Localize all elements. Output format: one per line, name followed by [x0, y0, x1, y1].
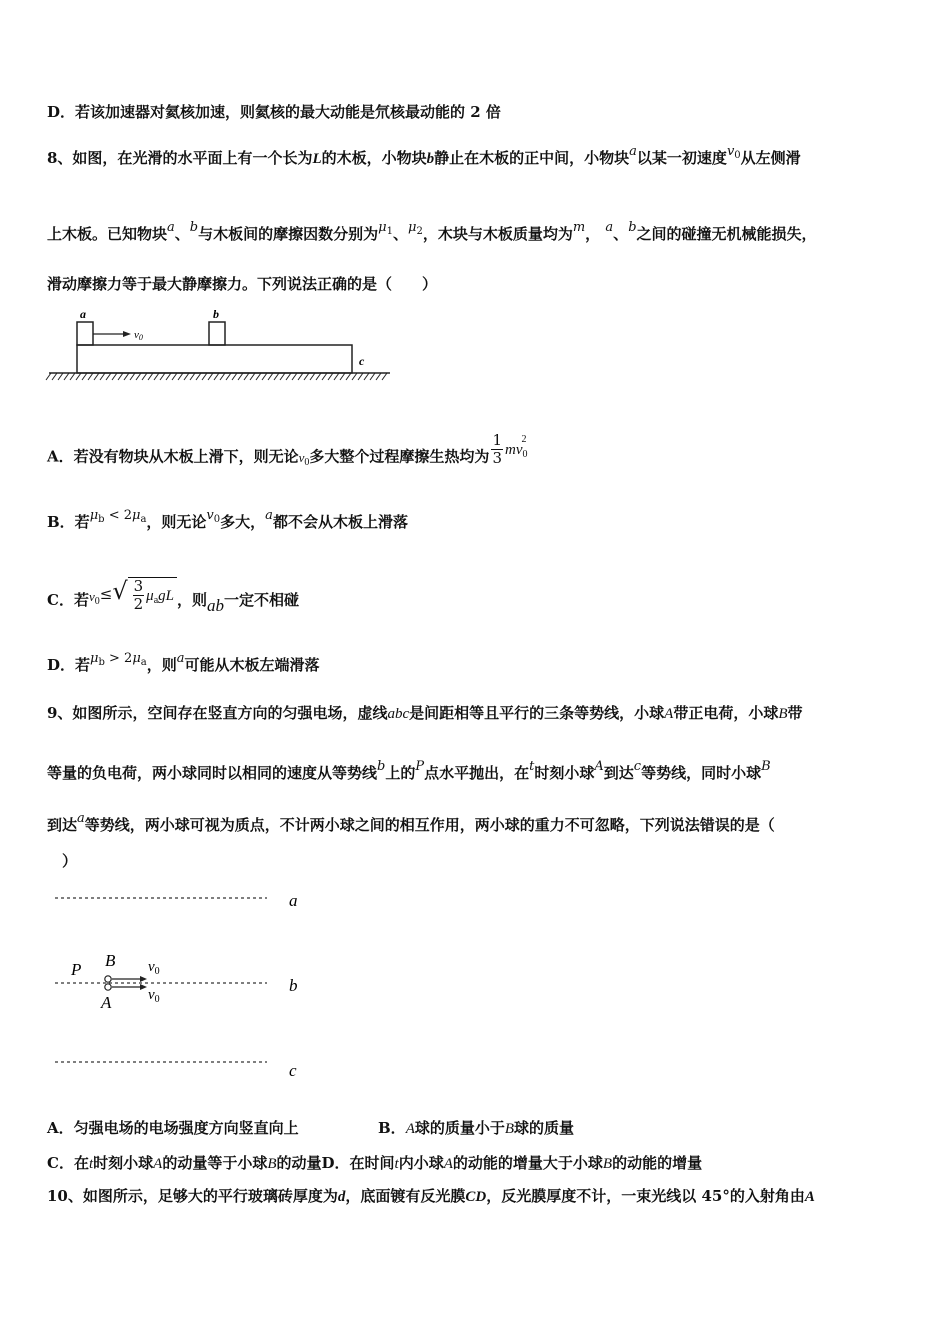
hatch-mark	[352, 373, 357, 380]
hatch-mark	[124, 373, 129, 380]
hatch-mark	[214, 373, 219, 380]
hatch-mark	[298, 373, 303, 380]
q8-stem-line1: 8、如图，在光滑的水平面上有一个长为L的木板，小物块b静止在木板的正中间，小物块a以某一初速度$v_0$从左侧滑	[47, 144, 801, 167]
q8-option-b: B．若$\mu_b < 2\mu_a$，则无论$v_0$多大，a都不会从木板上滑落	[47, 508, 408, 531]
hatch-mark	[328, 373, 333, 380]
q8-label-v0: v0	[134, 329, 143, 342]
hatch-mark	[106, 373, 111, 380]
hatch-mark	[286, 373, 291, 380]
hatch-mark	[70, 373, 75, 380]
q9-label-A: A	[101, 993, 112, 1012]
q9-label-a: a	[289, 891, 298, 910]
hatch-mark	[340, 373, 345, 380]
hatch-mark	[304, 373, 309, 380]
hatch-mark	[316, 373, 321, 380]
hatch-mark	[64, 373, 69, 380]
q9-figure	[45, 880, 325, 1090]
q9-stem-line1: 9、如图所示，空间存在竖直方向的匀强电场，虚线abc是间距相等且平行的三条等势线，小球A带正电荷，小球B带	[47, 704, 803, 722]
hatch-mark	[220, 373, 225, 380]
q8-stem-line3: 滑动摩擦力等于最大静摩擦力。下列说法正确的是（ ）	[47, 275, 438, 293]
hatch-mark	[58, 373, 63, 380]
hatch-mark	[322, 373, 327, 380]
hatch-mark	[226, 373, 231, 380]
hatch-mark	[52, 373, 57, 380]
q8-board	[77, 345, 352, 373]
hatch-mark	[142, 373, 147, 380]
hatch-mark	[82, 373, 87, 380]
q9-option-a: A．匀强电场的电场强度方向竖直向上	[47, 1119, 299, 1137]
hatch-mark	[382, 373, 387, 380]
q9-stem-line3: 到达a等势线，两小球可视为质点，不计两小球之间的相互作用，两小球的重力不可忽略，下列说法错误的是（	[47, 811, 775, 834]
q9-option-b: B．A球的质量小于B球的质量	[378, 1119, 575, 1137]
hatch-mark	[88, 373, 93, 380]
q8-block-b	[209, 322, 225, 345]
hatch-mark	[376, 373, 381, 380]
q8-label-c: c	[359, 354, 365, 368]
hatch-mark	[46, 373, 51, 380]
q9-stem-line4: ）	[62, 852, 78, 870]
hatch-mark	[136, 373, 141, 380]
q8-ground-hatch	[46, 373, 387, 380]
q8-label-b: b	[213, 307, 219, 321]
hatch-mark	[238, 373, 243, 380]
hatch-mark	[268, 373, 273, 380]
q10-stem-line1: 10、如图所示，足够大的平行玻璃砖厚度为d，底面镀有反光膜CD，反光膜厚度不计，一束光线以 45°的入射角由A	[47, 1187, 815, 1205]
q9-ball-b	[105, 976, 111, 982]
hatch-mark	[292, 373, 297, 380]
hatch-mark	[310, 373, 315, 380]
q8-option-c: C．若$v_0\le√$ $\frac{3}{2}$ $\mu_agL$ ，则ab一定不相碰	[47, 577, 300, 615]
hatch-mark	[184, 373, 189, 380]
q9-label-b: b	[289, 976, 298, 995]
hatch-mark	[256, 373, 261, 380]
q9-arrowhead-b	[140, 976, 147, 982]
q8-option-a: A．若没有物块从木板上滑下，则无论$v_0$多大整个过程摩擦生热均为 $\frac{1}{3}$ $mv_0^2$	[47, 431, 528, 468]
q8-stem-line2: 上木板。已知物块a、b与木板间的摩擦因数分别为$\mu_1$、$\mu_2$，木块与木板质量均为m， a、b之间的碰撞无机械能损失，	[47, 220, 817, 243]
hatch-mark	[76, 373, 81, 380]
hatch-mark	[196, 373, 201, 380]
hatch-mark	[160, 373, 165, 380]
hatch-mark	[232, 373, 237, 380]
q9-arrowhead-a	[140, 984, 147, 990]
hatch-mark	[208, 373, 213, 380]
q9-label-B: B	[105, 951, 116, 970]
hatch-mark	[118, 373, 123, 380]
hatch-mark	[244, 373, 249, 380]
hatch-mark	[280, 373, 285, 380]
q8-arrowhead	[123, 331, 131, 337]
q9-label-v0-bottom: $v_0$	[148, 987, 160, 1005]
hatch-mark	[358, 373, 363, 380]
q8-option-d: D．若$\mu_b > 2\mu_a$，则a可能从木板左端滑落	[47, 651, 320, 674]
q9-stem-line2: 等量的负电荷，两小球同时以相同的速度从等势线b上的P点水平抛出，在t时刻小球A到达c等势线，同时小球B	[47, 759, 771, 782]
hatch-mark	[172, 373, 177, 380]
hatch-mark	[364, 373, 369, 380]
hatch-mark	[334, 373, 339, 380]
hatch-mark	[112, 373, 117, 380]
hatch-mark	[274, 373, 279, 380]
q9-label-v0-top: $v_0$	[148, 959, 160, 977]
hatch-mark	[250, 373, 255, 380]
q9-option-c-d: C．在t时刻小球A的动量等于小球B的动量D．在时间t内小球A的动能的增量大于小球B的动能的增量	[47, 1154, 703, 1172]
q9-label-P: P	[71, 960, 82, 979]
q9-label-c: c	[289, 1061, 297, 1080]
hatch-mark	[202, 373, 207, 380]
hatch-mark	[346, 373, 351, 380]
q8-figure	[45, 305, 395, 385]
q7-option-d: D．若该加速器对氦核加速，则氦核的最大动能是氘核最动能的 2 倍	[47, 103, 501, 121]
hatch-mark	[166, 373, 171, 380]
hatch-mark	[178, 373, 183, 380]
q8-block-a	[77, 322, 93, 345]
hatch-mark	[148, 373, 153, 380]
hatch-mark	[94, 373, 99, 380]
q8-label-a: a	[80, 307, 86, 321]
hatch-mark	[190, 373, 195, 380]
hatch-mark	[130, 373, 135, 380]
hatch-mark	[262, 373, 267, 380]
hatch-mark	[100, 373, 105, 380]
q9-ball-a	[105, 984, 111, 990]
hatch-mark	[370, 373, 375, 380]
hatch-mark	[154, 373, 159, 380]
